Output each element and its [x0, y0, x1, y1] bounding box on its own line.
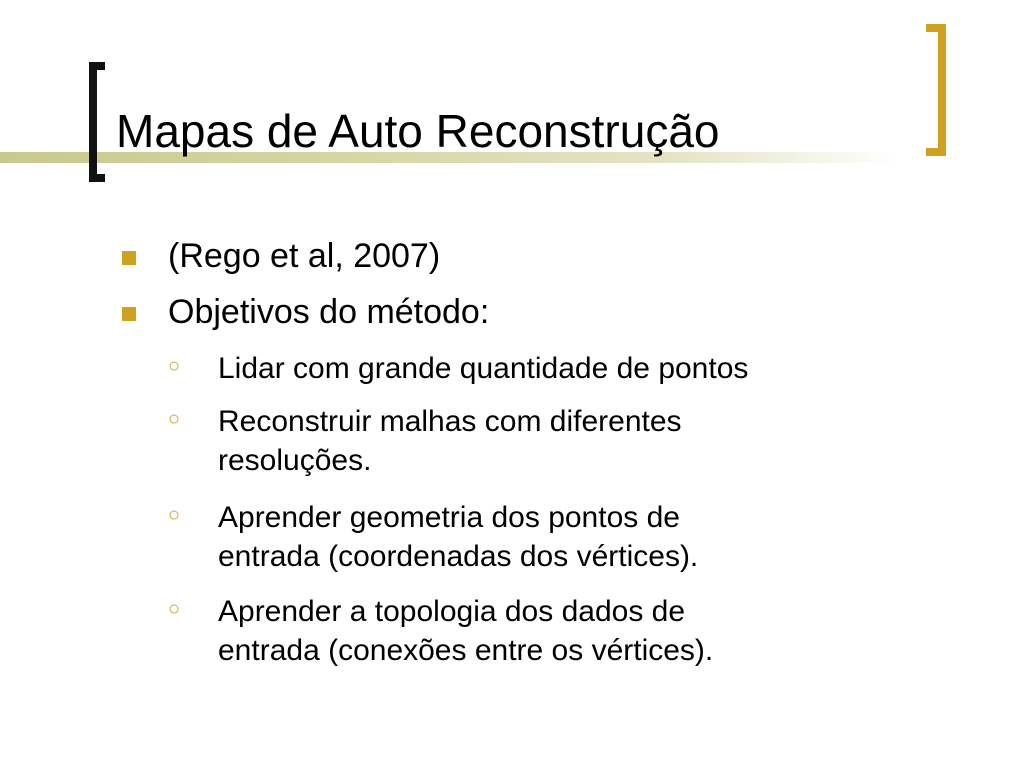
circle-bullet-icon: ○ — [168, 504, 181, 526]
left-bracket-decoration — [89, 62, 105, 182]
sub-bullet-line: entrada (coordenadas dos vértices). — [218, 540, 699, 573]
slide-title: Mapas de Auto Reconstrução — [116, 105, 720, 157]
sub-bullet-line: Reconstruir malhas com diferentes — [218, 405, 682, 438]
circle-bullet-icon: ○ — [168, 355, 181, 377]
sub-bullet-line: resoluções. — [218, 444, 372, 477]
sub-bullet-line: Aprender a topologia dos dados de — [218, 595, 686, 628]
sub-bullet-line: entrada (conexões entre os vértices). — [218, 634, 714, 667]
sub-bullet-line: Aprender geometria dos pontos de — [218, 501, 680, 534]
circle-bullet-icon: ○ — [168, 408, 181, 430]
sub-bullet-text — [218, 402, 938, 480]
square-bullet-icon — [122, 307, 136, 321]
sub-bullet-text — [218, 592, 938, 670]
sub-bullet-text — [218, 498, 938, 576]
circle-bullet-icon: ○ — [168, 598, 181, 620]
bullet-text: (Rego et al, 2007) — [168, 237, 441, 275]
right-bracket-decoration — [926, 24, 946, 156]
sub-bullet-text — [218, 349, 938, 388]
bullet-text: Objetivos do método: — [168, 293, 490, 331]
square-bullet-icon — [122, 251, 136, 265]
sub-bullet-line: Lidar com grande quantidade de pontos — [218, 352, 749, 385]
